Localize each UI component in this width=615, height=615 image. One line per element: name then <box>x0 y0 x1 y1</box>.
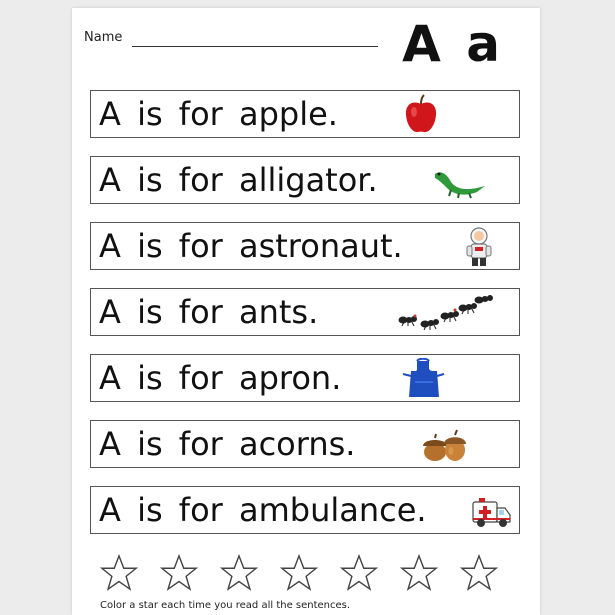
instruction-text: Color a star each time you read all the sentences. <box>100 600 351 611</box>
sentence-text: A is for apple. <box>99 95 338 133</box>
sentence-text: A is for astronaut. <box>99 227 403 265</box>
letter-heading: A a <box>402 15 504 73</box>
sentence-strip <box>90 486 520 534</box>
sentence-strip <box>90 288 520 336</box>
sentence-text: A is for alligator. <box>99 161 378 199</box>
sentence-text: A is for ambulance. <box>99 491 427 529</box>
star-outline-icon[interactable] <box>340 554 378 592</box>
reading-stars <box>100 554 510 594</box>
sentence-strip <box>90 90 520 138</box>
sentence-strip <box>90 222 520 270</box>
star-outline-icon[interactable] <box>400 554 438 592</box>
star-outline-icon[interactable] <box>280 554 318 592</box>
ambulance-icon <box>469 490 513 532</box>
ants-icon <box>393 292 493 334</box>
sentence-strip <box>90 156 520 204</box>
worksheet-page <box>72 8 540 615</box>
name-label: Name <box>84 30 123 45</box>
sentence-text: A is for ants. <box>99 293 319 331</box>
star-outline-icon[interactable] <box>220 554 258 592</box>
apple-icon <box>399 94 443 136</box>
sentence-strip <box>90 420 520 468</box>
sentence-text: A is for acorns. <box>99 425 356 463</box>
astronaut-icon <box>457 226 501 268</box>
acorns-icon <box>415 424 475 466</box>
sentence-text: A is for apron. <box>99 359 342 397</box>
name-line[interactable] <box>132 46 378 47</box>
star-outline-icon[interactable] <box>160 554 198 592</box>
sentence-strip <box>90 354 520 402</box>
star-outline-icon[interactable] <box>460 554 498 592</box>
star-outline-icon[interactable] <box>100 554 138 592</box>
alligator-icon <box>431 160 487 202</box>
apron-icon <box>401 358 445 400</box>
